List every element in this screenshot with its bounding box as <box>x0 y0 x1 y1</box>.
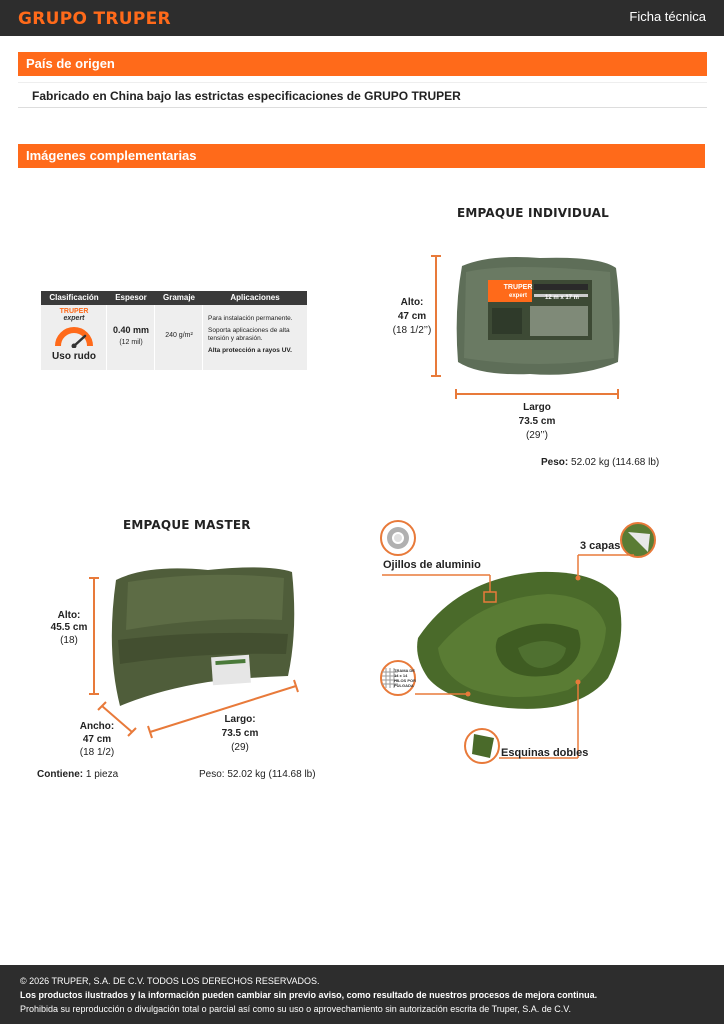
individual-largo-label: Largo <box>523 402 551 413</box>
master-alto-in: (18) <box>60 635 78 646</box>
grade-brand: TRUPER <box>59 308 89 315</box>
footer-disclaimer: Los productos ilustrados y la información pueden cambiar sin previo aviso, como resultado de nuestros procesos de mejora continua. <box>20 990 598 1000</box>
application-line: Soporta aplicaciones de alta <box>208 327 290 334</box>
individual-package-image <box>430 250 630 400</box>
master-contents <box>37 769 118 780</box>
application-line: Alta protección a rayos UV. <box>208 347 292 354</box>
cell-thickness <box>107 305 155 370</box>
cell-classification <box>41 305 107 370</box>
feature-eyelets: Ojillos de aluminio <box>383 559 481 571</box>
cell-grammage <box>155 305 203 370</box>
application-line: Para instalación permanente. <box>208 315 293 322</box>
master-weight <box>199 769 316 780</box>
page-footer <box>0 965 724 1024</box>
master-weight-value: 52.02 kg (114.68 lb) <box>227 769 316 780</box>
spec-table-header <box>41 291 307 305</box>
gauge-icon <box>54 324 94 348</box>
master-alto-value: 45.5 cm <box>50 622 88 633</box>
spec-table <box>41 291 307 370</box>
feature-weave-label <box>394 668 420 688</box>
master-package-image <box>88 560 308 740</box>
brand-logo: GRUPO TRUPER <box>18 9 171 29</box>
individual-alto-value: 47 cm <box>397 311 427 322</box>
origin-text: Fabricado en China bajo las estrictas especificaciones de GRUPO TRUPER <box>18 82 707 108</box>
header-classification: Clasificación <box>49 293 99 302</box>
individual-alto-in: (18 1/2’’) <box>392 325 432 336</box>
master-contents-value: 1 pieza <box>85 769 119 780</box>
package-size-text: 12 m x 17 m <box>544 295 580 301</box>
application-line: tensión y abrasión. <box>208 335 263 342</box>
master-alto-label: Alto: <box>57 610 81 621</box>
cell-applications <box>203 305 307 370</box>
grammage-value: 240 g/m² <box>165 332 193 339</box>
feature-corners: Esquinas dobles <box>501 747 589 759</box>
weave-line: PULGADA <box>394 683 414 688</box>
master-package-title: EMPAQUE MASTER <box>123 518 251 532</box>
document-type: Ficha técnica <box>629 9 706 24</box>
master-contents-label: Contiene: <box>37 769 84 780</box>
spec-table-body <box>41 305 307 370</box>
master-ancho-value: 47 cm <box>82 734 112 745</box>
individual-weight <box>541 457 659 468</box>
thickness-sub: (12 mil) <box>119 339 143 346</box>
grade-sub: expert <box>63 315 85 322</box>
master-ancho-in: (18 1/2) <box>79 747 115 758</box>
feature-layers: 3 capas <box>580 540 621 552</box>
individual-largo-value: 73.5 cm <box>518 416 556 427</box>
master-largo-value: 73.5 cm <box>221 728 259 739</box>
individual-weight-label: Peso: <box>541 457 569 468</box>
grade-label: Uso rudo <box>52 351 96 362</box>
individual-package-title: EMPAQUE INDIVIDUAL <box>457 206 609 220</box>
individual-alto-label: Alto: <box>400 297 424 308</box>
package-brand-text: TRUPER <box>503 284 533 291</box>
section-origin-title: País de origen <box>18 52 707 76</box>
master-largo-label: Largo: <box>224 714 256 725</box>
header-applications: Aplicaciones <box>230 293 280 302</box>
package-sub-text: expert <box>508 293 527 299</box>
weave-line: HILOS POR <box>394 678 417 683</box>
footer-prohibition: Prohibida su reproducción o divulgación total o parcial así como su uso o aprovechamiento sin autorización escrita de Truper, S.A. de C.V. <box>20 1004 571 1014</box>
header-thickness: Espesor <box>115 293 147 302</box>
section-images-title: Imágenes complementarias <box>18 144 705 168</box>
individual-weight-value: 52.02 kg (114.68 lb) <box>571 457 660 468</box>
master-weight-label: Peso: <box>199 769 225 780</box>
header-grammage: Gramaje <box>162 293 196 302</box>
thickness-value: 0.40 mm <box>112 325 150 335</box>
weave-line: TRAMA DE <box>394 668 415 673</box>
weave-line: 14 x 14 <box>394 673 408 678</box>
footer-copyright: © 2026 TRUPER, S.A. DE C.V. TODOS LOS DERECHOS RESERVADOS. <box>20 976 320 986</box>
individual-largo-in: (29’’) <box>525 430 549 441</box>
page-header <box>0 0 724 36</box>
tarp-features-image <box>378 518 660 768</box>
master-largo-in: (29) <box>231 742 249 753</box>
master-ancho-label: Ancho: <box>79 721 115 732</box>
